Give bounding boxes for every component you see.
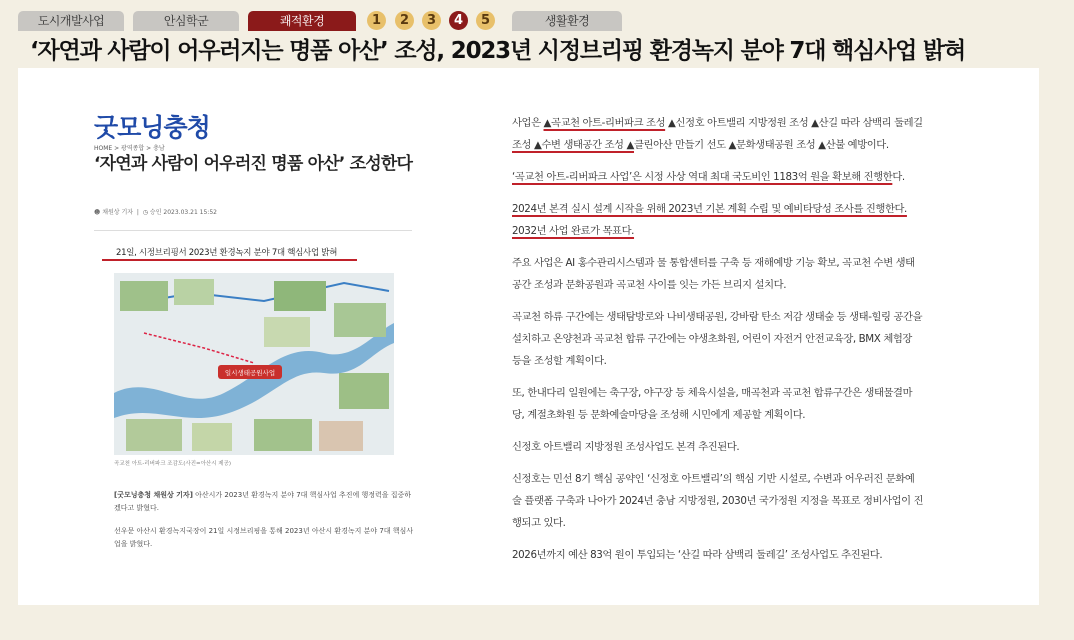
p2-text: 다. <box>892 171 905 183</box>
map-illustration <box>114 273 394 455</box>
paragraph-2 <box>512 166 924 188</box>
step-3[interactable]: 3 <box>422 11 441 30</box>
byline: ☻ 채원상 기자 | ◷ 승인 2023.03.21 15:52 <box>94 209 217 216</box>
subhead-underline <box>102 259 357 261</box>
divider <box>94 230 412 231</box>
body-rest: 아산시가 2023년 환경녹지 분야 7대 핵심사업 추진에 행정력을 집중하겠다고 밝혔다. <box>114 491 412 512</box>
paragraph-3 <box>512 198 924 242</box>
figure-badge-text: 일시생태공원사업 <box>224 369 276 377</box>
p2-underline: ‘곡교천 아트-리버파크 사업’은 시정 사상 역대 최대 국도비인 1183억 원을 확보해 진행한 <box>512 171 893 183</box>
category-tabs <box>18 11 638 31</box>
step-2[interactable]: 2 <box>395 11 414 30</box>
p1-underline-2: 조성 ▲수변 생태공간 조성 ▲ <box>512 139 634 151</box>
body-lead: [굿모닝충청 채원상 기자] <box>114 491 193 499</box>
article-body-1 <box>114 489 414 515</box>
figure-caption: 곡교천 아트-리버파크 조감도(사진=아산시 제공) <box>114 461 232 467</box>
tab-clean-environment[interactable]: 쾌적환경 <box>248 11 356 31</box>
step-4[interactable]: 4 <box>449 11 468 30</box>
paragraph-9: 2026년까지 예산 83억 원이 투입되는 ‘산길 따라 삼백리 둘레길’ 조성사업도 추진된다. <box>512 549 883 561</box>
p1-text-a: 사업은 <box>512 117 544 129</box>
p1-text-c: 클린아산 만들기 선도 ▲문화생태공원 조성 ▲산불 예방이다. <box>634 139 889 151</box>
publisher-logo: 굿모닝충청 <box>94 113 210 142</box>
step-1[interactable]: 1 <box>367 11 386 30</box>
breadcrumb: HOME > 광역종합 > 충남 <box>94 145 165 152</box>
author: 채원상 기자 <box>102 209 134 216</box>
tab-living-environment[interactable]: 생활환경 <box>512 11 622 31</box>
page-headline: ‘자연과 사람이 어우러지는 명품 아산’ 조성, 2023년 시정브리핑 환경녹지 분야 7대 핵심사업 밝혀 <box>30 38 965 64</box>
p1-text-b: ▲신정호 아트밸리 지방정원 조성 ▲산길 따라 삼백리 둘레길 <box>665 117 923 129</box>
paragraph-1 <box>512 112 924 156</box>
tab-urban-development[interactable]: 도시개발사업 <box>18 11 124 31</box>
paragraph-8: 신정호는 민선 8기 핵심 공약인 ‘신정호 아트밸리’의 핵심 기반 시설로, 수변과 어우러진 문화예술 플랫폼 구축과 나아가 2024년 충남 지방정원, 2030년 국가정원 지정을 목표로 정비사업이 진행되고 있다. <box>512 473 924 529</box>
p3-underline: 2024년 본격 실시 설계 시작을 위해 2023년 기본 계획 수립 및 예비타당성 조사를 진행한다. 2032년 사업 완료가 목표다. <box>512 203 907 237</box>
article-panel <box>18 68 1039 605</box>
paragraph-6: 또, 한내다리 일원에는 축구장, 야구장 등 체육시설을, 매곡천과 곡교천 합류구간은 생태물결마당, 계절초화원 등 문화예술마당을 조성해 시민에게 제공할 계획이다. <box>512 387 913 421</box>
user-icon: ☻ <box>94 209 101 216</box>
river-park-map-image <box>114 273 394 455</box>
tab-safe-school[interactable]: 안심학군 <box>133 11 239 31</box>
clock-icon: ◷ <box>142 209 148 216</box>
article-subhead: 21일, 시정브리핑서 2023년 환경녹지 분야 7대 핵심사업 밝혀 <box>116 248 338 258</box>
paragraph-5: 곡교천 하류 구간에는 생태탐방로와 나비생태공원, 강바람 탄소 저감 생태숲 등 생태-힐링 공간을 설치하고 온양천과 곡교천 합류 구간에는 야생초화원, 어린이 자전거 안전교육장, BMX 체험장 등을 조성할 계획이다. <box>512 311 923 367</box>
paragraph-4: 주요 사업은 AI 홍수관리시스템과 물 통합센터를 구축 등 재해예방 기능 확보, 곡교천 수변 생태공간 조성과 문화공원과 곡교천 사이를 잇는 가든 브리지 설치다. <box>512 257 915 291</box>
paragraph-7: 신정호 아트밸리 지방정원 조성사업도 본격 추진된다. <box>512 441 740 453</box>
publish-date: 승인 2023.03.21 15:52 <box>149 209 217 216</box>
article-body-right <box>512 112 924 576</box>
step-5[interactable]: 5 <box>476 11 495 30</box>
article-title: ‘자연과 사람이 어우러진 명품 아산’ 조성한다 <box>94 154 413 174</box>
article-body-2: 선우문 아산시 환경녹지국장이 21일 시정브리핑을 통해 2023년 아산시 환경녹지 분야 7대 핵심사업을 밝혔다. <box>114 527 414 548</box>
p1-underline-1: ▲곡교천 아트-리버파크 조성 <box>543 117 666 129</box>
